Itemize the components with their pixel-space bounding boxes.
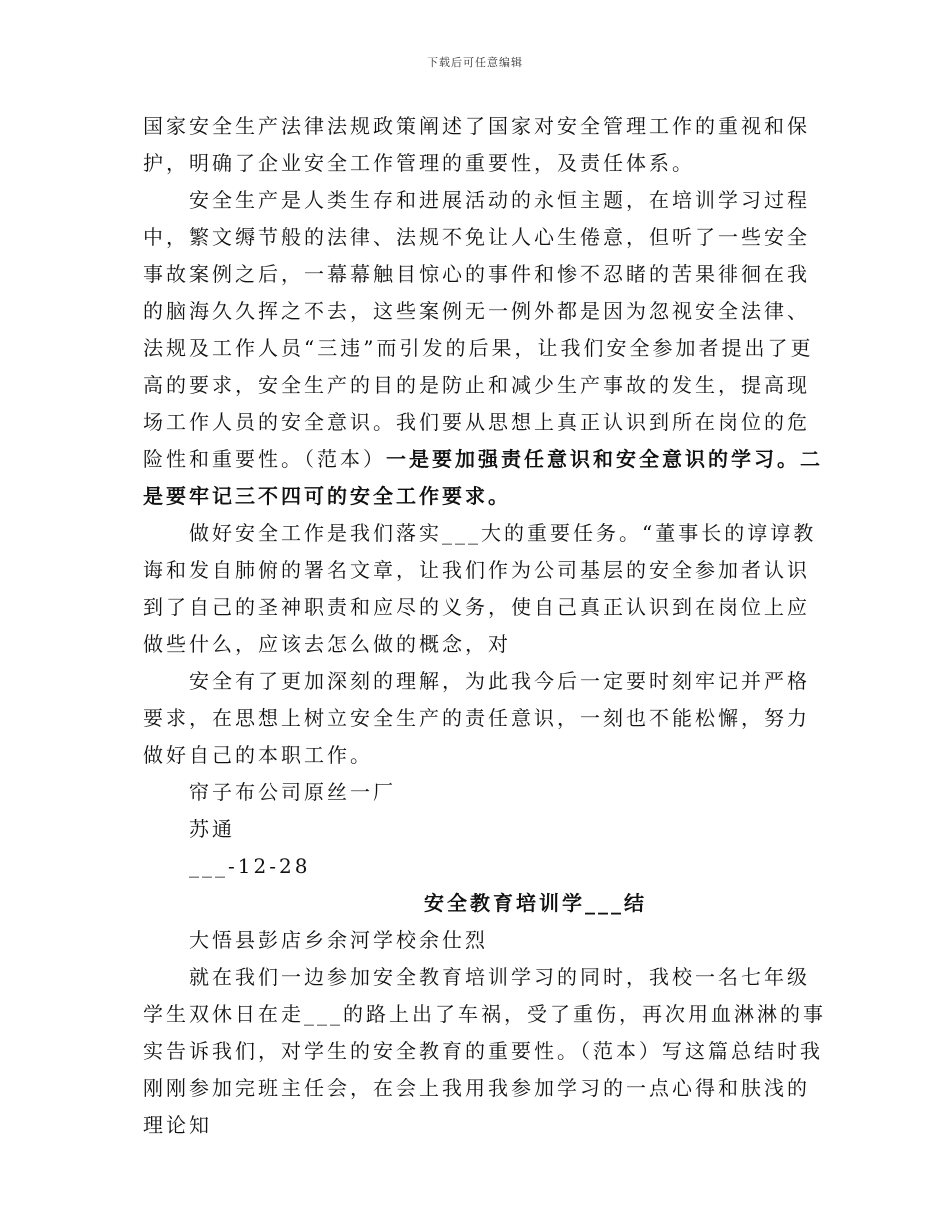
- author-line: 大悟县彭店乡余河学校余仕烈: [189, 928, 488, 952]
- paragraph-safety-theme: [143, 182, 828, 515]
- header-note: 下载后可任意编辑: [427, 56, 523, 69]
- paragraph-intro: 国家安全生产法律法规政策阐述了国家对安全管理工作的重视和保护，明确了企业安全工作管理的重要性，及责任体系。: [143, 114, 810, 175]
- section-title: 安全教育培训学___结: [424, 891, 647, 915]
- paragraph-understanding: 安全有了更加深刻的理解，为此我今后一定要时刻牢记并严格要求，在思想上树立安全生产的责任意识，一刻也不能松懈，努力做好自己的本职工作。: [143, 669, 810, 767]
- signature-name: 苏通: [189, 817, 235, 841]
- sample-tag: （范本）: [304, 447, 386, 471]
- paragraph-safety-theme-text: 安全生产是人类生存和进展活动的永恒主题，在培训学习过程中，繁文缛节般的法律、法规不免让人心生倦意，但听了一些安全事故案例之后，一幕幕触目惊心的事件和惨不忍睹的苦果徘徊在我的脑海久久挥之不去，这些案例无一例外都是因为忽视安全法律、法规及工作人员“三违”而引发的后果，让我们安全参加者提出了更高的要求，安全生产的目的是防止和减少生产事故的发生，提高现场工作人员的安全意识。我们要从思想上真正认识到所在岗位的危险性和重要性。: [143, 188, 814, 471]
- paragraph-accident: 就在我们一边参加安全教育培训学习的同时，我校一名七年级学生双休日在走___的路上出了车祸，受了重伤，再次用血淋淋的事实告诉我们，对学生的安全教育的重要性。（范本）写这篇总结时我刚刚参加完班主任会，在会上我用我参加学习的一点心得和肤浅的理论知: [143, 965, 826, 1137]
- signature-date: ___-12-28: [189, 854, 311, 878]
- paragraph-task: 做好安全工作是我们落实___大的重要任务。“董事长的谆谆教诲和发自肺俯的署名文章，让我们作为公司基层的安全参加者认识到了自己的圣神职责和应尽的义务，使自己真正认识到在岗位上应做些什么，应该去怎么做的概念，对: [143, 521, 817, 656]
- key-requirements: 一是要加强责任意识和安全意识的学习。二是要牢记三不四可的安全工作要求。: [143, 447, 823, 508]
- signature-org: 帘子布公司原丝一厂: [189, 780, 396, 804]
- document-body: [143, 108, 828, 1144]
